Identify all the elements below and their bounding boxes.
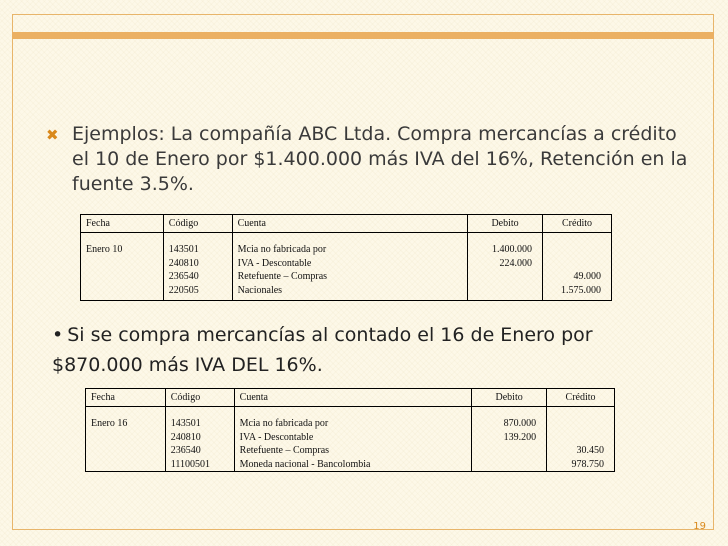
debito-value [473, 284, 532, 298]
codigo-value: 240810 [170, 431, 201, 443]
table-header-row [81, 215, 612, 233]
cell-codigos [165, 407, 234, 472]
journal-entry-table-2 [85, 388, 615, 472]
cell-fecha: Enero 16 [86, 407, 166, 472]
journal-entry-table-1 [80, 214, 612, 301]
codigo-value: 236540 [170, 445, 201, 456]
debito-value: 1.400.000 [492, 244, 533, 255]
cash-purchase-paragraph [52, 320, 692, 380]
cell-fecha: Enero 10 [81, 233, 164, 301]
cell-debitos [472, 407, 547, 472]
table-row [86, 407, 615, 472]
cell-creditos [547, 407, 615, 472]
paragraph2-line2: $870.000 más IVA DEL 16%. [52, 354, 323, 376]
title-band [12, 32, 714, 39]
x-mark-bullet-icon: ✖ [46, 126, 59, 144]
credito-value: 49.000 [573, 271, 601, 282]
cuenta-value: Mcia no fabricada por [237, 244, 327, 255]
header-credito: Crédito [547, 389, 615, 407]
table-row [81, 233, 612, 301]
credito-value [548, 243, 601, 257]
header-credito: Crédito [543, 215, 612, 233]
header-fecha: Fecha [86, 389, 166, 407]
cell-cuentas [232, 233, 467, 301]
cell-cuentas [234, 407, 472, 472]
example-paragraph: Ejemplos: La compañía ABC Ltda. Compra mercancías a crédito el 10 de Enero por $1.400.000 más IVA del 16%, Retención en la fuente 3.5%. [72, 123, 688, 195]
credito-value: 1.575.000 [561, 284, 601, 296]
header-codigo: Código [163, 215, 232, 233]
cuenta-value: Nacionales [237, 284, 283, 296]
credito-value: 978.750 [571, 458, 604, 470]
codigo-value: 143501 [170, 418, 201, 429]
cuenta-value: Retefuente – Compras [237, 271, 328, 282]
credito-value [548, 257, 601, 271]
cuenta-value: Retefuente – Compras [239, 445, 330, 456]
cell-creditos [543, 233, 612, 301]
codigo-value: 143501 [168, 244, 199, 255]
header-cuenta: Cuenta [234, 389, 472, 407]
credito-value: 30.450 [576, 445, 604, 456]
cuenta-value: Moneda nacional - Bancolombia [239, 458, 371, 470]
debito-value: 139.200 [503, 431, 537, 443]
header-cuenta: Cuenta [232, 215, 467, 233]
debito-value [477, 444, 536, 458]
codigo-value: 11100501 [170, 458, 211, 470]
paragraph2-line1 [52, 320, 692, 350]
cuenta-value: IVA - Descontable [239, 431, 314, 443]
cuenta-value: IVA - Descontable [237, 257, 312, 269]
debito-value: 224.000 [499, 257, 533, 269]
header-debito: Debito [468, 215, 543, 233]
codigo-value: 220505 [168, 284, 199, 296]
cell-debitos [468, 233, 543, 301]
page-number: 19 [693, 521, 706, 532]
codigo-value: 236540 [168, 271, 199, 282]
header-debito: Debito [472, 389, 547, 407]
credito-value [552, 431, 604, 445]
header-codigo: Código [165, 389, 234, 407]
debito-value [473, 270, 532, 284]
cell-codigos [163, 233, 232, 301]
bullet-dot-icon: • [52, 324, 64, 346]
debito-value [477, 458, 536, 472]
codigo-value: 240810 [168, 257, 199, 269]
header-fecha: Fecha [81, 215, 164, 233]
debito-value: 870.000 [503, 418, 537, 429]
table-header-row [86, 389, 615, 407]
paragraph2-line1-text: Si se compra mercancías al contado el 16 de Enero por [67, 324, 593, 346]
credito-value [552, 417, 604, 431]
cuenta-value: Mcia no fabricada por [239, 418, 329, 429]
